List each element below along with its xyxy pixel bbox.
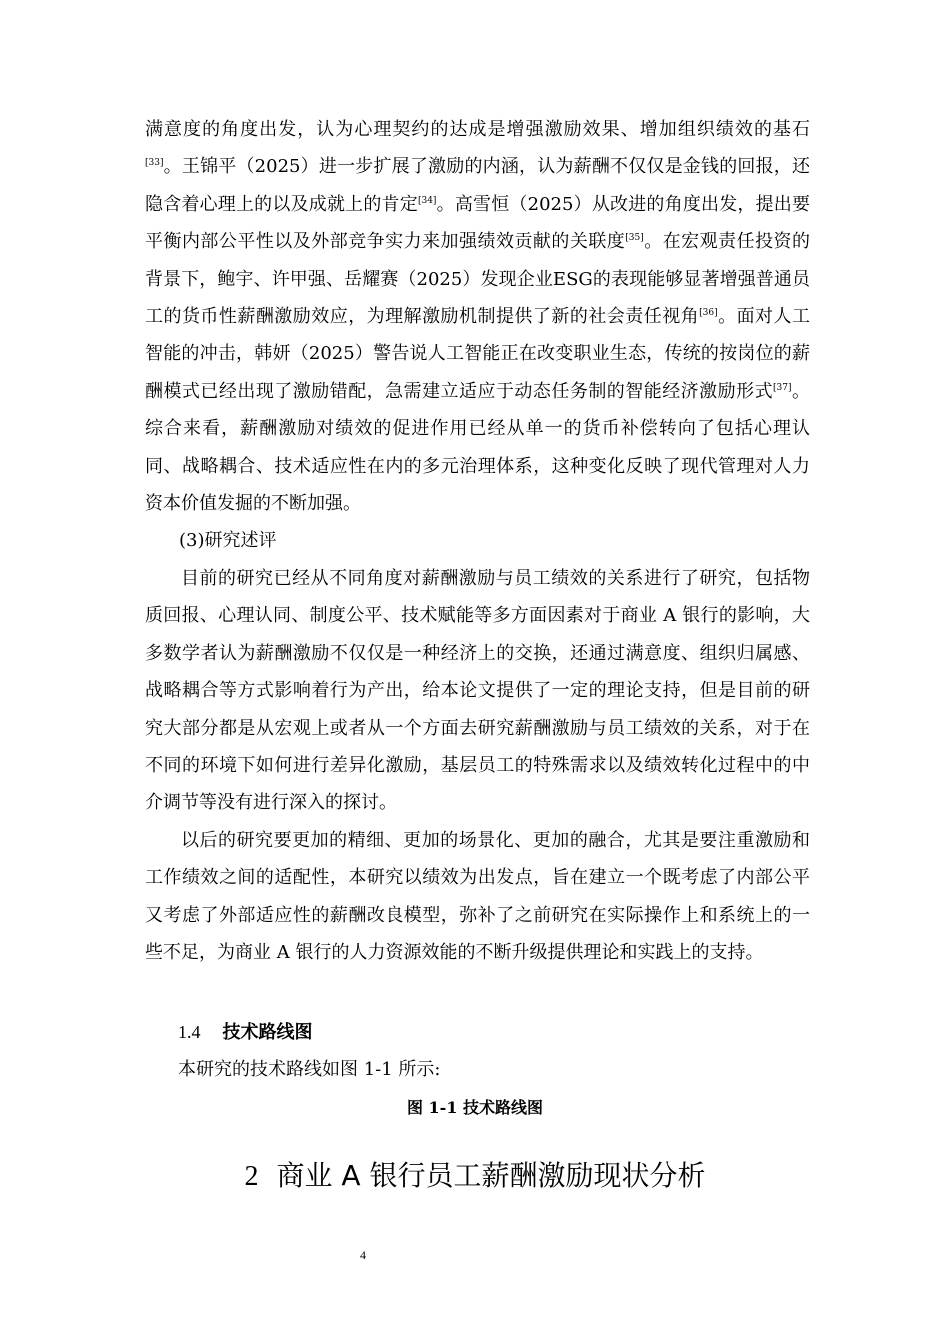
paragraph-future-research: 以后的研究要更加的精细、更加的场景化、更加的融合，尤其是要注重激励和工作绩效之间的适配性，本研究以绩效为出发点，旨在建立一个既考虑了内部公平又考虑了外部适应性的薪酬改良模型，弥补了之前研究在实际操作上和系统上的一些不足，为商业 A 银行的人力资源效能的不断升级提供理论和实践上的支持。 <box>145 829 810 963</box>
text-run: 满意度的角度出发，认为心理契约的达成是增强激励效果、增加组织绩效的基石 <box>145 119 810 140</box>
paragraph-research-review: 目前的研究已经从不同角度对薪酬激励与员工绩效的关系进行了研究，包括物质回报、心理认同、制度公平、技术赋能等多方面因素对于商业 A 银行的影响，大多数学者认为薪酬激励不仅仅是一种经济上的交换，还通过满意度、组织归属感、战略耦合等方式影响着行为产出，给本论文提供了一定的理论支持，但是目前的研究大部分都是从宏观上或者从一个方面去研究薪酬激励与员工绩效的关系，对于在不同的环境下如何进行差异化激励，基层员工的特殊需求以及绩效转化过程中的中介调节等没有进行深入的探讨。 <box>145 567 810 814</box>
citation-36: [36] <box>699 308 718 319</box>
citation-37: [37] <box>773 382 792 393</box>
text-run: 。综合来看，薪酬激励对绩效的促进作用已经从单一的货币补偿转向了包括心理认同、战略耦合、技术适应性在内的多元治理体系，这种变化反映了现代管理对人力资本价值发掘的不断加强。 <box>145 380 811 515</box>
research-review-heading: (3)研究述评 <box>179 530 277 552</box>
chapter-title: 商业 A 银行员工薪酬激励现状分析 <box>276 1159 706 1192</box>
section-number: 1.4 <box>178 1022 201 1042</box>
section-title: 技术路线图 <box>222 1022 313 1043</box>
text-run: 。在宏观责任投资的背景下，鲍宇、许甲强、岳耀赛（2025）发现企业ESG的表现能够显著增强普通员工的货币性薪酬激励效应，为理解激励机制提供了新的社会责任视角 <box>145 231 811 328</box>
section-heading-1-4 <box>178 1014 313 1051</box>
text-run: 。王锦平（2025）进一步扩展了激励的内涵，认为薪酬不仅仅是金钱的回报，还隐含着心理上的以及成就上的肯定 <box>145 156 810 215</box>
citation-33: [33] <box>145 158 164 169</box>
citation-35: [35] <box>625 233 644 244</box>
chapter-2-heading <box>0 1150 950 1203</box>
figure-caption: 图 1-1 技术路线图 <box>406 1098 544 1117</box>
citation-34: [34] <box>417 195 437 206</box>
text-run: 。面对人工智能的冲击，韩妍（2025）警告说人工智能正在改变职业生态，传统的按岗位的薪酬模式已经出现了激励错配，急需建立适应于动态任务制的智能经济激励形式 <box>145 306 810 402</box>
paragraph-literature-continued <box>145 111 810 522</box>
page-number: 4 <box>360 1248 366 1262</box>
chapter-number: 2 <box>244 1161 259 1192</box>
body-text <box>145 111 810 971</box>
text-run: 。高雪恒（2025）从改进的角度出发，提出要平衡内部公平性以及外部竞争实力来加强绩效贡献的关联度 <box>145 193 811 253</box>
technical-route-intro: 本研究的技术路线如图 1-1 所示: <box>178 1059 441 1080</box>
